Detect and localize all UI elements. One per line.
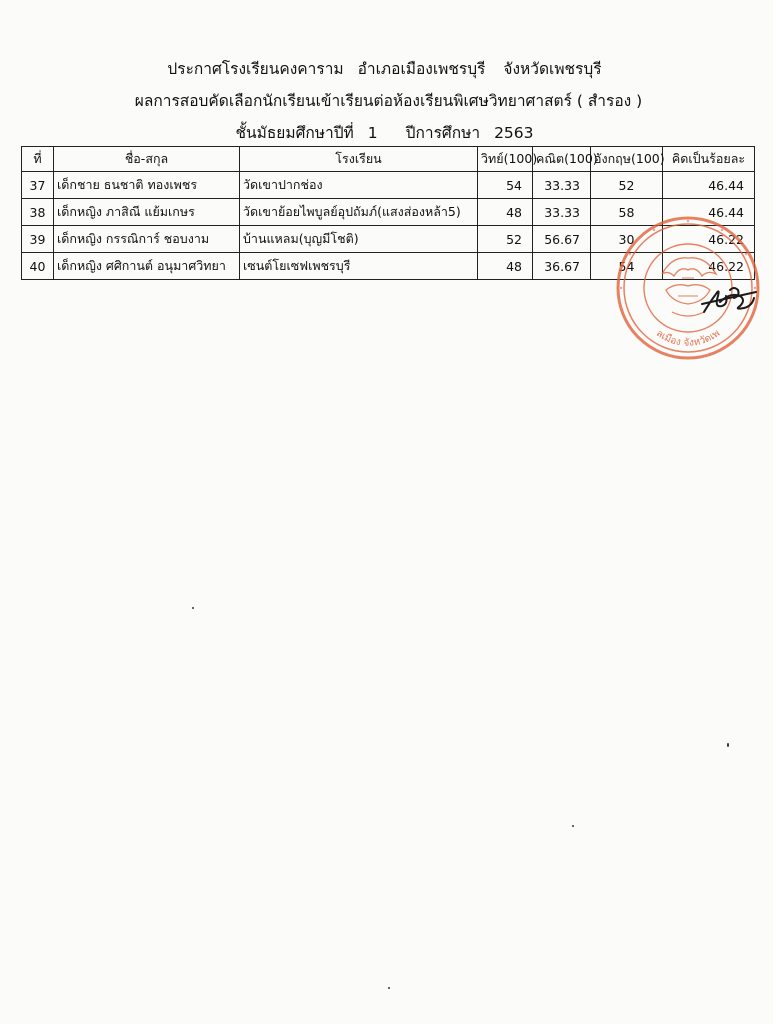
- scan-speck: [572, 825, 574, 827]
- row-percent: 46.22: [663, 226, 755, 253]
- table-row: [22, 172, 755, 199]
- announcement-title: [0, 56, 769, 81]
- table-header-row: [22, 147, 755, 172]
- row-school: บ้านแหลม(บุญมีโชติ): [240, 226, 478, 253]
- row-science: 54: [478, 172, 533, 199]
- header-math: คณิต(100): [533, 147, 591, 172]
- row-name: เด็กหญิง ภาสิณี แย้มเกษร: [54, 199, 240, 226]
- row-math: 36.67: [533, 253, 591, 280]
- grade-level-label: ชั้นมัธยมศึกษาปีที่: [235, 124, 354, 142]
- row-school: วัดเขาปากช่อง: [240, 172, 478, 199]
- row-no: 40: [22, 253, 54, 280]
- province-name: จังหวัดเพชรบุรี: [503, 60, 602, 78]
- row-no: 37: [22, 172, 54, 199]
- row-name: เด็กชาย ธนชาติ ทองเพชร: [54, 172, 240, 199]
- announcement-subtitle: ผลการสอบคัดเลือกนักเรียนเข้าเรียนต่อห้องเรียนพิเศษวิทยาศาสตร์ ( สำรอง ): [134, 92, 643, 110]
- row-name: เด็กหญิง ศศิกานต์ อนุมาศวิทยา: [54, 253, 240, 280]
- scan-speck: [727, 743, 729, 747]
- seal-dotted-border: [620, 220, 756, 289]
- header-percent: คิดเป็นร้อยละ: [663, 147, 755, 172]
- row-percent: 46.22: [663, 253, 755, 280]
- signature-icon: [700, 282, 758, 318]
- seal-emblem-crown: [662, 258, 716, 276]
- row-school: เซนต์โยเซฟเพชรบุรี: [240, 253, 478, 280]
- academic-year: 2563: [494, 124, 534, 142]
- scan-speck: [388, 987, 390, 989]
- header-school: โรงเรียน: [240, 147, 478, 172]
- row-english: 58: [591, 199, 663, 226]
- row-school: วัดเขาย้อยไพบูลย์อุปถัมภ์(แสงส่องหล้า5): [240, 199, 478, 226]
- scan-speck: [192, 607, 194, 609]
- header-english: อังกฤษ(100): [591, 147, 663, 172]
- row-math: 56.67: [533, 226, 591, 253]
- row-percent: 46.44: [663, 172, 755, 199]
- seal-text: ลเมือง จังหวัดเพ: [653, 327, 723, 349]
- row-english: 52: [591, 172, 663, 199]
- header-name: ชื่อ-สกุล: [54, 147, 240, 172]
- row-no: 39: [22, 226, 54, 253]
- school-name: ประกาศโรงเรียนคงคาราม: [167, 60, 344, 78]
- district-name: อำเภอเมืองเพชรบุรี: [357, 60, 486, 78]
- row-english: 54: [591, 253, 663, 280]
- row-science: 48: [478, 253, 533, 280]
- row-science: 48: [478, 199, 533, 226]
- academic-year-label: ปีการศึกษา: [405, 124, 481, 142]
- grade-level-number: 1: [367, 124, 378, 142]
- row-science: 52: [478, 226, 533, 253]
- row-english: 30: [591, 226, 663, 253]
- header-science: วิทย์(100): [478, 147, 533, 172]
- row-no: 38: [22, 199, 54, 226]
- row-math: 33.33: [533, 172, 591, 199]
- announcement-level-year: [0, 120, 769, 145]
- row-name: เด็กหญิง กรรณิการ์ ชอบงาม: [54, 226, 240, 253]
- row-percent: 46.44: [663, 199, 755, 226]
- row-math: 33.33: [533, 199, 591, 226]
- header-no: ที่: [22, 147, 54, 172]
